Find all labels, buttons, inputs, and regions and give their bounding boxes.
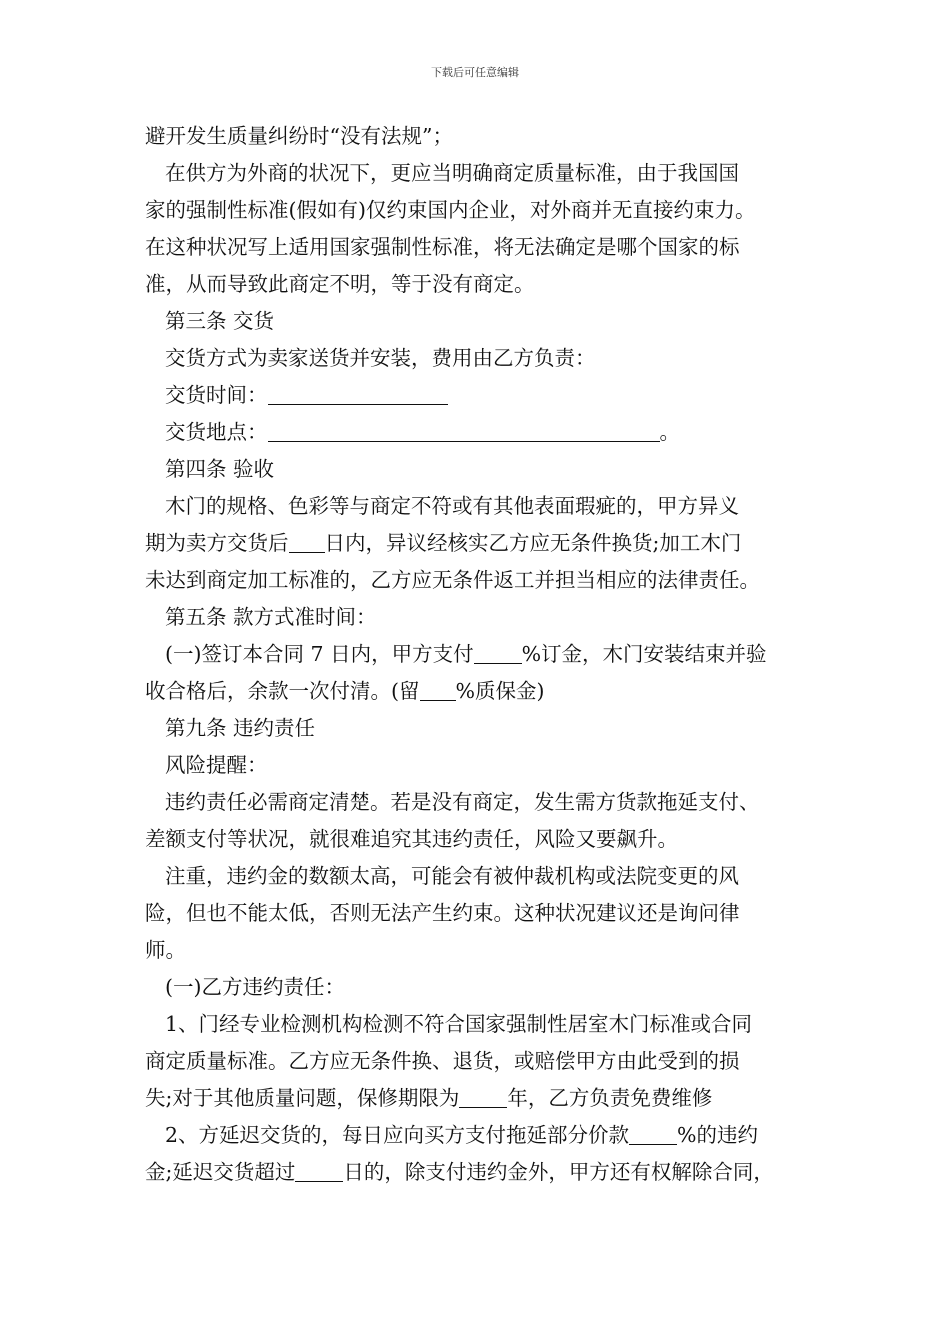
text-line: 商定质量标准。乙方应无条件换、退货，或赔偿甲方由此受到的损: [145, 1049, 740, 1073]
fill-in-blank: [268, 384, 448, 406]
label: 交货时间：: [165, 383, 268, 407]
text-line: 家的强制性标准(假如有)仅约束国内企业，对外商并无直接约束力。: [145, 198, 756, 222]
text-segment: 日的，除支付违约金外，甲方还有权解除合同，: [343, 1160, 774, 1184]
text-line: 避开发生质量纠纷时“没有法规”；: [145, 124, 453, 148]
text-line: (一)乙方违约责任：: [165, 975, 345, 999]
fill-in-blank: [295, 1161, 343, 1183]
text-line: [145, 1080, 809, 1117]
label: 交货地点：: [165, 420, 268, 444]
fill-in-blank: [420, 680, 456, 702]
fill-in-blank: [474, 643, 522, 665]
fill-in-blank: [629, 1124, 677, 1146]
punctuation: 。: [659, 420, 680, 444]
section-heading: 第三条 交货: [165, 309, 275, 333]
text-segment: 年，乙方负责免费维修: [507, 1086, 713, 1110]
section-heading: 第九条 违约责任: [165, 716, 316, 740]
text-line: 交货方式为卖家送货并安装，费用由乙方负责：: [165, 346, 596, 370]
text-line: [145, 1154, 809, 1191]
text-line: [145, 1117, 809, 1154]
section-heading: 第四条 验收: [165, 457, 275, 481]
text-segment: 2、方延迟交货的，每日应向买方支付拖延部分价款: [165, 1123, 630, 1147]
text-line: 师。: [145, 938, 186, 962]
text-line: [145, 377, 809, 414]
text-segment: 失;对于其他质量问题，保修期限为: [145, 1086, 460, 1110]
text-line: 差额支付等状况，就很难追究其违约责任，风险又要飙升。: [145, 827, 678, 851]
page-header: 下载后可任意编辑: [431, 66, 519, 79]
fill-in-blank: [289, 532, 325, 554]
text-line: 未达到商定加工标准的，乙方应无条件返工并担当相应的法律责任。: [145, 568, 760, 592]
text-line: [145, 414, 809, 451]
text-line: 险，但也不能太低，否则无法产生约束。这种状况建议还是询问律: [145, 901, 740, 925]
text-line: 准，从而导致此商定不明，等于没有商定。: [145, 272, 535, 296]
document-body: [145, 118, 809, 1191]
text-line: 木门的规格、色彩等与商定不符或有其他表面瑕疵的，甲方异义: [165, 494, 739, 518]
text-line: [145, 673, 809, 710]
text-segment: %订金，木门安装结束并验: [521, 642, 767, 666]
section-heading: 第五条 款方式准时间：: [165, 605, 377, 629]
text-line: [145, 636, 809, 673]
text-segment: 收合格后，余款一次付清。(留: [145, 679, 420, 703]
text-line: 违约责任必需商定清楚。若是没有商定，发生需方货款拖延支付、: [165, 790, 760, 814]
text-segment: %质保金): [455, 679, 545, 703]
text-segment: (一)签订本合同 7 日内，甲方支付: [165, 642, 474, 666]
text-line: [145, 525, 809, 562]
fill-in-blank: [459, 1087, 507, 1109]
text-segment: 期为卖方交货后: [145, 531, 289, 555]
text-segment: %的违约: [677, 1123, 759, 1147]
text-line: 1、门经专业检测机构检测不符合国家强制性居室木门标准或合同: [165, 1012, 753, 1036]
text-segment: 日内，异议经核实乙方应无条件换货;加工木门: [324, 531, 742, 555]
text-line: 风险提醒：: [165, 753, 268, 777]
text-line: 注重，违约金的数额太高，可能会有被仲裁机构或法院变更的风: [165, 864, 739, 888]
text-segment: 金;延迟交货超过: [145, 1160, 296, 1184]
fill-in-blank: [268, 421, 660, 443]
text-line: 在这种状况写上适用国家强制性标准，将无法确定是哪个国家的标: [145, 235, 740, 259]
text-line: 在供方为外商的状况下，更应当明确商定质量标准，由于我国国: [165, 161, 739, 185]
